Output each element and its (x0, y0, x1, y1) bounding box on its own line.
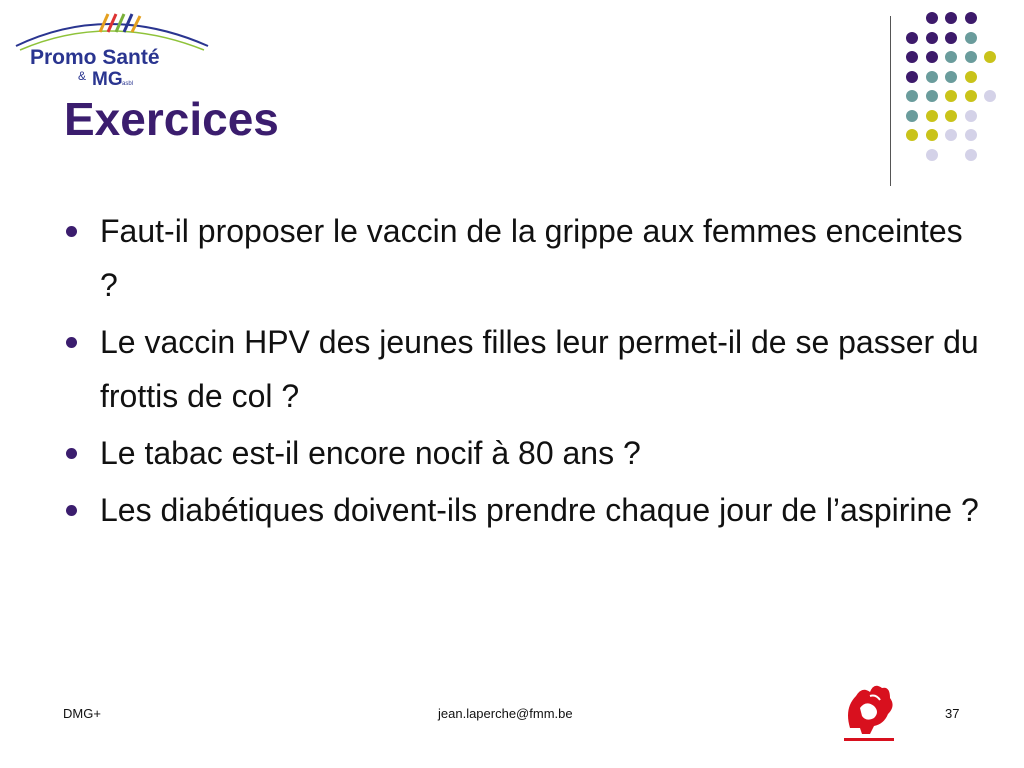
decorative-dot (926, 51, 938, 63)
decorative-dot (945, 12, 957, 24)
page-number: 37 (945, 706, 960, 721)
divider-line (890, 16, 891, 186)
logo-asbl: asbl (122, 81, 134, 87)
decorative-dot (906, 129, 918, 141)
bullet-text: Le tabac est-il encore nocif à 80 ans ? (100, 435, 641, 471)
decorative-dot (926, 12, 938, 24)
decorative-dot (906, 32, 918, 44)
decorative-dot (906, 90, 918, 102)
slide-title: Exercices (64, 93, 279, 145)
decorative-dot (945, 32, 957, 44)
logo-amp: & (78, 69, 87, 83)
list-item (64, 315, 984, 423)
list-item (64, 426, 984, 480)
decorative-dot (965, 32, 977, 44)
decorative-dot (965, 149, 977, 161)
bullet-icon (66, 448, 77, 459)
rooster-emblem-icon (840, 678, 898, 744)
decorative-dot (965, 51, 977, 63)
decorative-dot (926, 149, 938, 161)
bullet-icon (66, 337, 77, 348)
bullet-icon (66, 505, 77, 516)
decorative-dot (965, 12, 977, 24)
footer-left-text: DMG+ (63, 706, 101, 721)
decorative-dot (965, 71, 977, 83)
decorative-dot (926, 71, 938, 83)
bullet-list (64, 204, 984, 540)
decorative-dot (945, 51, 957, 63)
decorative-dot-grid (906, 12, 1006, 172)
decorative-dot (984, 90, 996, 102)
logo-text: Promo Santé (30, 46, 160, 69)
bullet-text: Faut-il proposer le vaccin de la grippe aux femmes enceintes ? (100, 213, 963, 303)
bullet-icon (66, 226, 77, 237)
decorative-dot (965, 110, 977, 122)
decorative-dot (984, 51, 996, 63)
bullet-text: Le vaccin HPV des jeunes filles leur permet-il de se passer du frottis de col ? (100, 324, 979, 414)
logo-mg: MG (92, 69, 123, 90)
decorative-dot (926, 110, 938, 122)
promo-sante-logo (8, 6, 218, 98)
decorative-dot (926, 90, 938, 102)
decorative-dot (906, 110, 918, 122)
decorative-dot (906, 51, 918, 63)
decorative-dot (906, 71, 918, 83)
decorative-dot (965, 129, 977, 141)
decorative-dot (945, 71, 957, 83)
decorative-dot (945, 110, 957, 122)
decorative-dot (926, 129, 938, 141)
decorative-dot (965, 90, 977, 102)
decorative-dot (945, 129, 957, 141)
list-item (64, 204, 984, 312)
decorative-dot (926, 32, 938, 44)
decorative-dot (945, 90, 957, 102)
bullet-text: Les diabétiques doivent-ils prendre chaque jour de l’aspirine ? (100, 492, 979, 528)
list-item (64, 483, 984, 537)
footer-email: jean.laperche@fmm.be (438, 706, 573, 721)
